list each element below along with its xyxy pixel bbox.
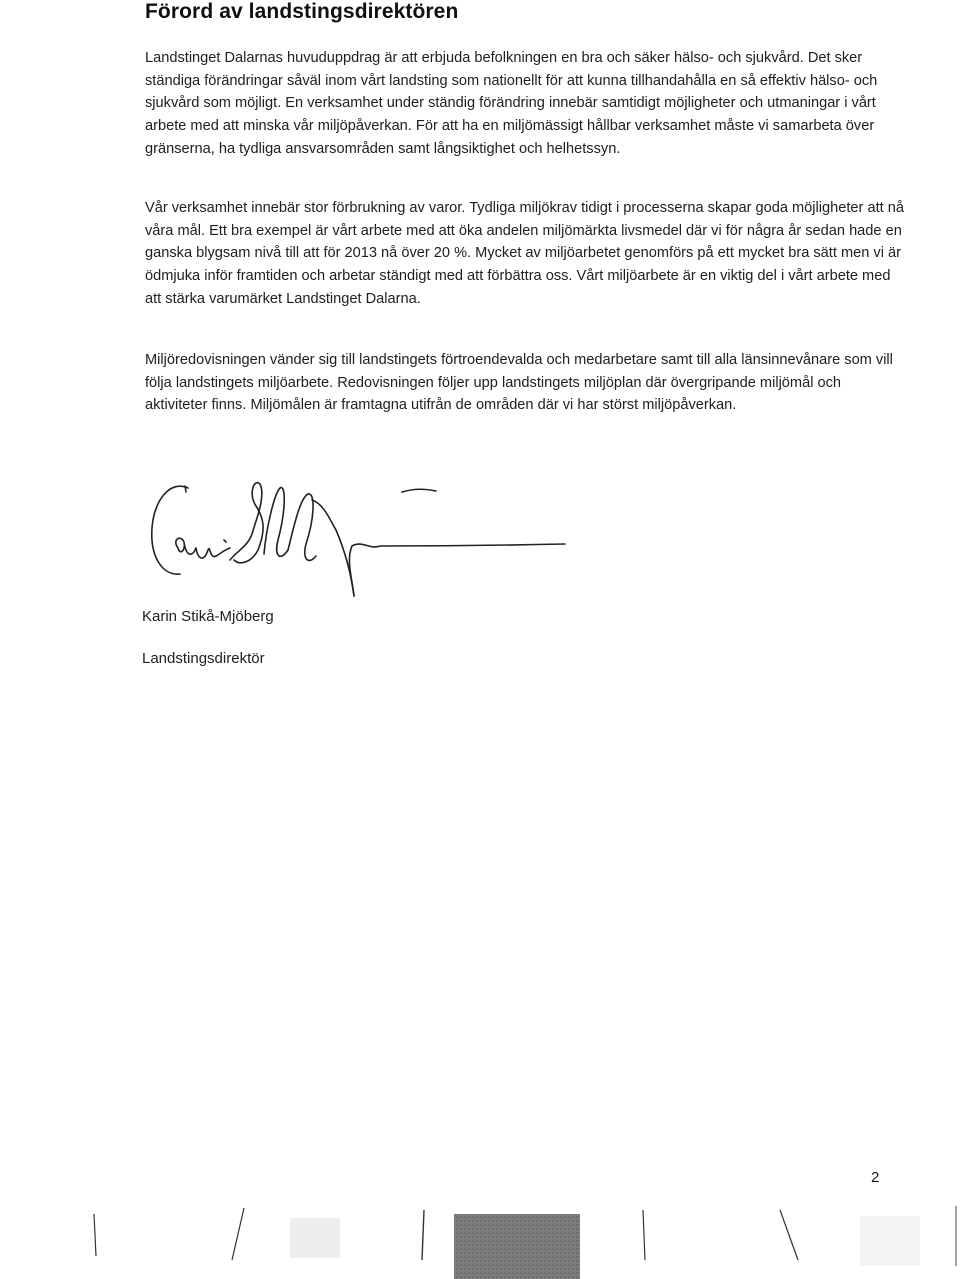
paragraph-1: Landstinget Dalarnas huvuduppdrag är att erbjuda befolkningen en bra och säker hälso- och sjukvård. Det sker ständiga förändringar såväl inom vårt landsting som nationellt för att kunna tillhandahålla en så effektiv hälso- och sjukvård som möjligt. En verksamhet under ständig förändring innebär samtidigt möjligheter och utmaningar i vårt arbete med att minska vår miljöpåverkan. För att ha en miljömässigt hållbar verksamhet måste vi samarbeta över gränserna, ha tydliga ansvarsområden samt långsiktighet och helhetssyn. — [145, 50, 878, 157]
paragraph-3: Miljöredovisningen vänder sig till landstingets förtroendevalda och medarbetare samt till alla länsinnevånare som vill följa landstingets miljöarbete. Redovisningen följer upp landstingets miljöplan där övergripande miljömål och aktiviteter finns. Miljömålen är framtagna utifrån de områden där vi har störst miljöpåverkan. — [145, 352, 893, 414]
handwritten-signature — [140, 470, 580, 600]
scan-edge-artifacts — [0, 1196, 960, 1279]
page-title: Förord av landstingsdirektören — [145, 0, 459, 23]
paragraph-2: Vår verksamhet innebär stor förbrukning av varor. Tydliga miljökrav tidigt i processerna skapar goda möjligheter att nå våra mål. Ett bra exempel är vårt arbete med att öka andelen miljömärkta livsmedel där vi för några år sedan hade en ganska blygsam nivå till att för 2013 nå över 20 %. Mycket av miljöarbetet genomförs på ett mycket bra sätt men vi är ödmjuka inför framtiden och arbetar ständigt med att förbättra oss. Vårt miljöarbete är en viktig del i vårt arbete med att stärka varumärket Landstinget Dalarna. — [145, 200, 904, 307]
signatory-role: Landstingsdirektör — [142, 650, 265, 667]
page-number: 2 — [871, 1169, 880, 1186]
signatory-name: Karin Stikå-Mjöberg — [142, 608, 274, 625]
